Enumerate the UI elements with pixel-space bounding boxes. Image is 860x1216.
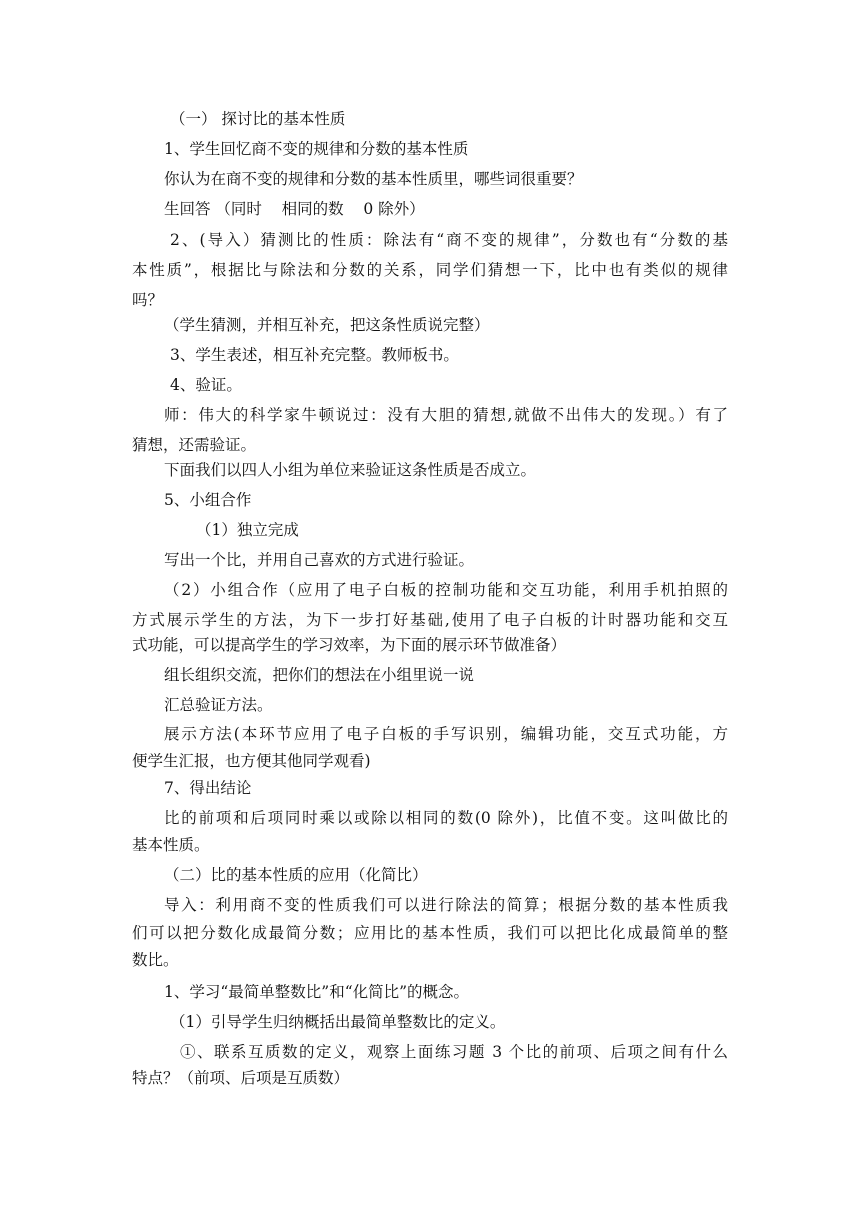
paragraph-line: 数比。 — [132, 951, 179, 969]
paragraph-line: 1、学习“最简单整数比”和“化简比”的概念。 — [164, 983, 470, 1001]
paragraph-line: （2）小组合作（应用了电子白板的控制功能和交互功能，利用手机拍照的 — [164, 581, 728, 599]
paragraph-line: 们可以把分数化成最简分数；应用比的基本性质，我们可以把比化成最简单的整 — [132, 924, 728, 942]
paragraph-line: 特点？（前项、后项是互质数） — [132, 1069, 350, 1087]
paragraph-line: 便学生汇报，也方便其他同学观看) — [132, 752, 371, 770]
paragraph-line: （学生猜测，并相互补充，把这条性质说完整） — [164, 316, 490, 334]
paragraph-line: 3、学生表述，相互补充完整。教师板书。 — [170, 346, 459, 364]
paragraph-line: 2、(导入）猜测比的性质：除法有“商不变的规律”，分数也有“分数的基 — [170, 231, 728, 249]
paragraph-line: 生回答 （同时 相同的数 0 除外） — [164, 200, 425, 218]
paragraph-line: 比的前项和后项同时乘以或除以相同的数(0 除外)，比值不变。这叫做比的 — [164, 809, 728, 827]
paragraph-line: 展示方法(本环节应用了电子白板的手写识别，编辑功能，交互式功能，方 — [164, 725, 728, 743]
paragraph-line: 4、验证。 — [170, 376, 242, 394]
paragraph-line: （1）独立完成 — [196, 521, 299, 539]
paragraph-line: （1）引导学生归纳概括出最简单整数比的定义。 — [170, 1013, 506, 1031]
paragraph-line: 基本性质。 — [132, 836, 210, 854]
paragraph-line: 写出一个比，并用自己喜欢的方式进行验证。 — [164, 551, 475, 569]
section-heading-5: 5、小组合作 — [164, 491, 252, 509]
paragraph-line: 师：伟大的科学家牛顿说过：没有大胆的猜想,就做不出伟大的发现。）有了 — [164, 406, 728, 424]
paragraph-line: 导入：利用商不变的性质我们可以进行除法的简算；根据分数的基本性质我 — [164, 896, 728, 914]
paragraph-line: 本性质”，根据比与除法和分数的关系，同学们猜想一下，比中也有类似的规律 — [132, 261, 728, 279]
paragraph-line: 下面我们以四人小组为单位来验证这条性质是否成立。 — [164, 461, 537, 479]
section-heading-7: 7、得出结论 — [164, 779, 252, 797]
paragraph-line: 1、学生回忆商不变的规律和分数的基本性质 — [164, 140, 469, 158]
paragraph-line: 方式展示学生的方法，为下一步打好基础,使用了电子白板的计时器功能和交互 — [132, 611, 728, 629]
section-heading-2: （二）比的基本性质的应用（化简比） — [164, 866, 428, 884]
paragraph-line: ①、联系互质数的定义，观察上面练习题 3 个比的前项、后项之间有什么 — [180, 1043, 728, 1061]
paragraph-line: 你认为在商不变的规律和分数的基本性质里，哪些词很重要？ — [164, 170, 583, 188]
paragraph-line: 吗？ — [132, 291, 164, 309]
paragraph-line: 猜想，还需验证。 — [132, 436, 257, 454]
section-heading-1: （一） 探讨比的基本性质 — [170, 110, 346, 128]
paragraph-line: 式功能，可以提高学生的学习效率，为下面的展示环节做准备） — [132, 636, 567, 654]
paragraph-line: 组长组织交流，把你们的想法在小组里说一说 — [164, 666, 475, 684]
paragraph-line: 汇总验证方法。 — [164, 696, 273, 714]
